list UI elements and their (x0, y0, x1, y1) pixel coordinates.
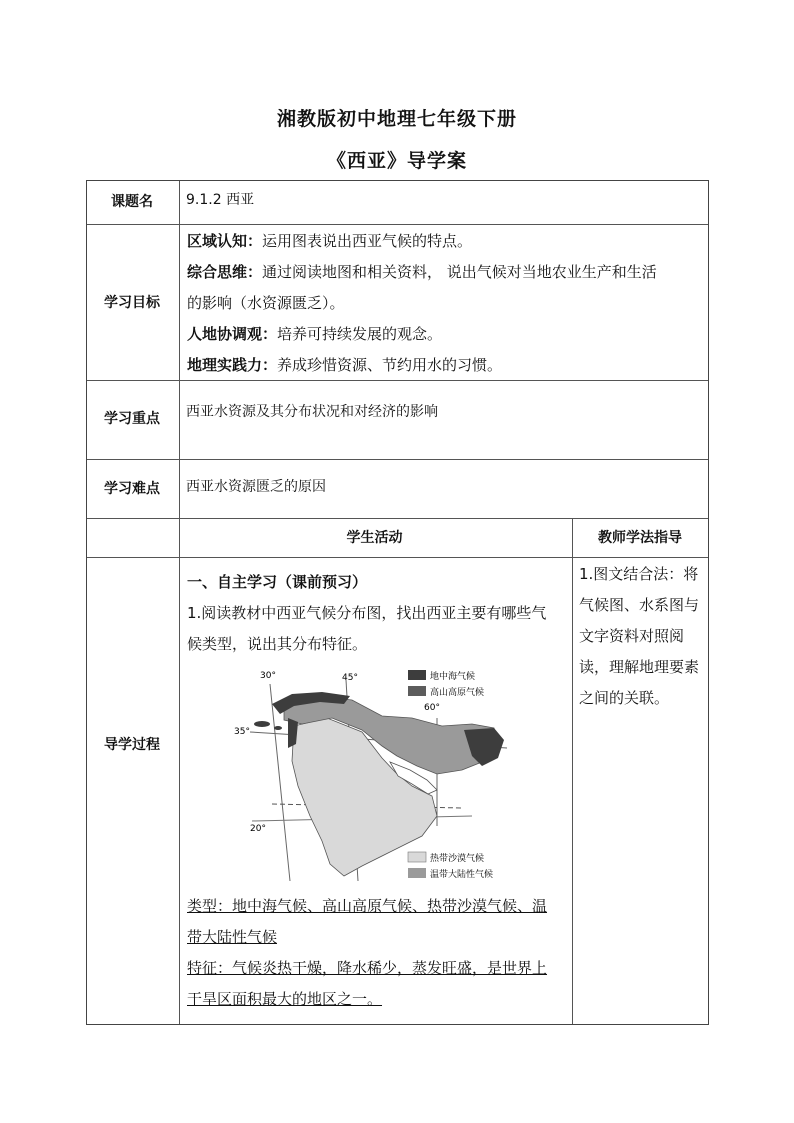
latitude-label: 20° (250, 824, 266, 834)
goal-item (187, 226, 572, 257)
goal-item (187, 319, 572, 350)
legend-swatch-mediterranean (408, 670, 426, 680)
legend-label: 地中海气候 (430, 672, 476, 682)
row-divider (87, 557, 708, 558)
answer-type: 带大陆性气候 (187, 928, 278, 946)
goal-text: 培养可持续发展的观念。 (277, 325, 443, 343)
goal-key: 人地协调观： (187, 325, 278, 343)
legend-swatch-desert (408, 852, 426, 862)
row-divider (87, 224, 708, 225)
question-text: 候类型，说出其分布特征。 (187, 635, 368, 653)
goal-text: 通过阅读地图和相关资料， 说出气候对当地农业生产和生活 (262, 263, 657, 281)
legend-swatch-continental (408, 868, 426, 878)
legend-label: 温带大陆性气候 (430, 870, 494, 880)
process-content (187, 567, 572, 660)
west-asia-climate-map (232, 666, 522, 886)
row-divider (87, 459, 708, 460)
island (274, 726, 282, 730)
question-text: 1.阅读教材中西亚气候分布图，找出西亚主要有哪些气 (187, 604, 547, 622)
document-title: 湘教版初中地理七年级下册 (276, 108, 517, 130)
student-activity-head: 学生活动 (346, 530, 403, 546)
teacher-guide-head: 教师学法指导 (598, 530, 682, 546)
section-heading: 一、自主学习（课前预习） (187, 573, 368, 591)
legend-label: 高山高原气候 (430, 688, 485, 698)
latitude-label: 35° (234, 727, 250, 737)
goal-key: 地理实践力： (187, 356, 278, 374)
island (254, 721, 270, 727)
legend-label: 热带沙漠气候 (430, 854, 485, 864)
document-subtitle: 《西亚》导学案 (326, 150, 467, 172)
difficulties-label: 学习难点 (104, 481, 160, 497)
col-divider (179, 181, 180, 1024)
process-label: 导学过程 (104, 737, 160, 753)
goal-text: 养成珍惜资源、节约用水的习惯。 (277, 356, 503, 374)
teacher-guide (579, 559, 707, 714)
goal-text: 运用图表说出西亚气候的特点。 (262, 232, 473, 250)
guide-line: 文字资料对照阅 (579, 627, 685, 645)
goal-item (187, 257, 657, 288)
answer-feature: 干旱区面积最大的地区之一。 (187, 990, 383, 1008)
guide-line: 气候图、水系图与 (579, 596, 700, 614)
goal-item (187, 350, 572, 381)
keypoints-label: 学习重点 (104, 411, 160, 427)
guide-line: 1.图文结合法：将 (579, 565, 699, 583)
difficulties-value: 西亚水资源匮乏的原因 (186, 479, 326, 495)
goal-item-cont: 的影响（水资源匮乏）。 (187, 294, 345, 312)
goal-key: 区域认知： (187, 232, 263, 250)
answer-block (187, 891, 572, 1015)
keypoints-value: 西亚水资源及其分布状况和对经济的影响 (186, 404, 438, 420)
col-divider (572, 518, 573, 1024)
guide-line: 读，理解地理要素 (579, 658, 700, 676)
legend-swatch-highland (408, 686, 426, 696)
answer-feature: 特征：气候炎热干燥，降水稀少，蒸发旺盛，是世界上 (187, 959, 548, 977)
goals-list (187, 226, 657, 381)
goal-key: 综合思维： (187, 263, 263, 281)
row-divider (87, 518, 708, 519)
topic-label: 课题名 (111, 194, 153, 210)
goals-label: 学习目标 (104, 295, 160, 311)
topic-value: 9.1.2 西亚 (186, 192, 255, 208)
longitude-label: 45° (342, 673, 358, 683)
answer-type: 类型：地中海气候、高山高原气候、热带沙漠气候、温 (187, 897, 548, 915)
longitude-label: 30° (260, 671, 276, 681)
guide-line: 之间的关联。 (579, 689, 670, 707)
longitude-label: 60° (424, 703, 440, 713)
